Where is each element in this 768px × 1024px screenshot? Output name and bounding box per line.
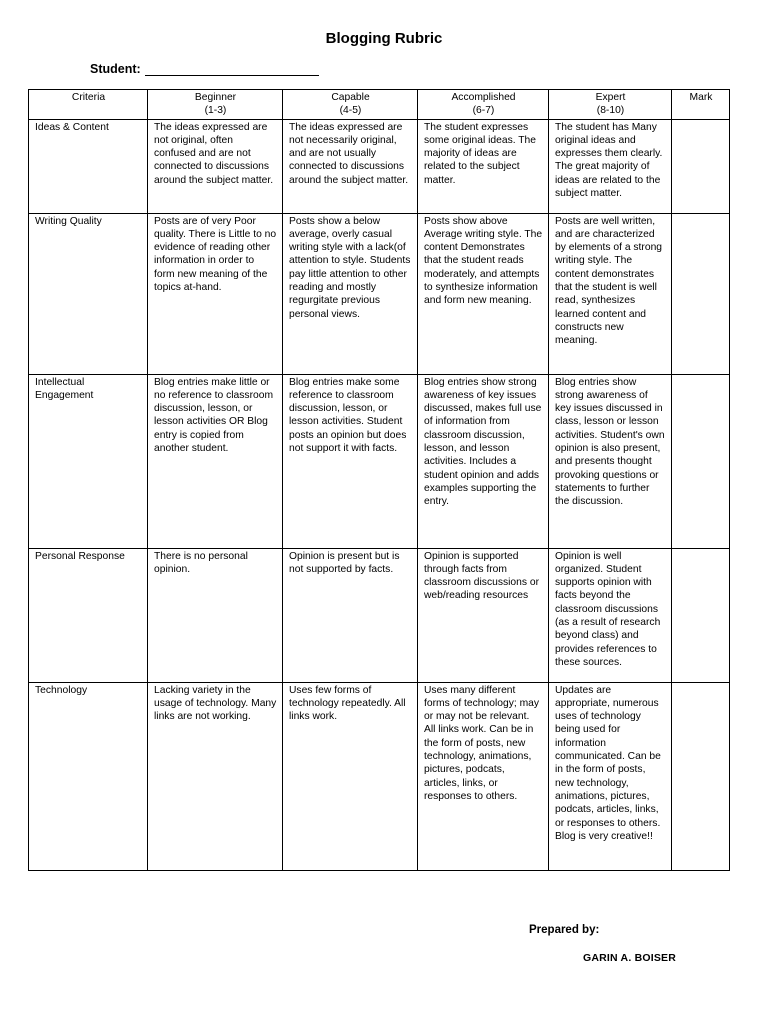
- student-field: [90, 62, 319, 76]
- student-name-blank: [145, 63, 319, 76]
- capable-cell: Uses few forms of technology repeatedly. All links work.: [283, 682, 418, 870]
- expert-cell: The student has Many original ideas and expresses them clearly. The great majority of ideas are related to the subject matter.: [549, 119, 672, 213]
- beginner-cell: The ideas expressed are not original, often confused and are not connected to discussions around the subject matter.: [148, 119, 283, 213]
- criteria-cell: Personal Response: [29, 548, 148, 682]
- document-title: Blogging Rubric: [325, 30, 443, 47]
- accomplished-cell: Blog entries show strong awareness of key issues discussed, makes full use of information from classroom discussion, lesson, and lesson activities. Includes a student opinion and adds examples supporting the entry.: [418, 374, 549, 548]
- header-mark: Mark: [672, 90, 730, 120]
- beginner-cell: Lacking variety in the usage of technology. Many links are not working.: [148, 682, 283, 870]
- rubric-table: [28, 89, 730, 871]
- student-label: Student:: [90, 62, 141, 76]
- header-accomplished: Accomplished (6-7): [418, 90, 549, 120]
- mark-cell[interactable]: [672, 213, 730, 374]
- header-expert: Expert (8-10): [549, 90, 672, 120]
- accomplished-cell: The student expresses some original ideas. The majority of ideas are related to the subject matter.: [418, 119, 549, 213]
- author-name: GARIN A. BOISER: [583, 952, 677, 964]
- accomplished-cell: Uses many different forms of technology; may or may not be relevant. All links work. Can be in the form of posts, new technology, animations, pictures, podcats, articles, links, or responses to others.: [418, 682, 549, 870]
- expert-cell: Posts are well written, and are characterized by elements of a strong writing style. The content demonstrates that the student is well read, synthesizes learned content and constructs new meaning.: [549, 213, 672, 374]
- table-row: [29, 119, 730, 213]
- criteria-cell: Writing Quality: [29, 213, 148, 374]
- capable-cell: The ideas expressed are not necessarily original, and are not usually connected to discussions around the subject matter.: [283, 119, 418, 213]
- header-beginner: Beginner (1-3): [148, 90, 283, 120]
- header-row: [29, 90, 730, 120]
- table-row: [29, 682, 730, 870]
- capable-cell: Blog entries make some reference to classroom discussion, lesson, or lesson activities. Student posts an opinion but does not support it with facts.: [283, 374, 418, 548]
- header-capable: Capable (4-5): [283, 90, 418, 120]
- mark-cell[interactable]: [672, 119, 730, 213]
- table-row: [29, 374, 730, 548]
- mark-cell[interactable]: [672, 548, 730, 682]
- mark-cell[interactable]: [672, 374, 730, 548]
- beginner-cell: Blog entries make little or no reference to classroom discussion, lesson, or lesson activities OR Blog entry is copied from another student.: [148, 374, 283, 548]
- accomplished-cell: Posts show above Average writing style. The content Demonstrates that the student reads moderately, and attempts to synthesize information and form new meaning.: [418, 213, 549, 374]
- criteria-cell: Intellectual Engagement: [29, 374, 148, 548]
- expert-cell: Blog entries show strong awareness of key issues discussed in class, lesson or lesson activities. Student's own opinion is also present, and presents thought provoking questions or statements to further the discussion.: [549, 374, 672, 548]
- criteria-cell: Technology: [29, 682, 148, 870]
- capable-cell: Posts show a below average, overly casual writing style with a lack(of attention to style. Students pay little attention to other reading and mostly regurgitate previous personal views.: [283, 213, 418, 374]
- table-row: [29, 548, 730, 682]
- criteria-cell: Ideas & Content: [29, 119, 148, 213]
- header-criteria: Criteria: [29, 90, 148, 120]
- accomplished-cell: Opinion is supported through facts from classroom discussions or web/reading resources: [418, 548, 549, 682]
- table-row: [29, 213, 730, 374]
- prepared-by-label: Prepared by:: [529, 924, 600, 936]
- beginner-cell: There is no personal opinion.: [148, 548, 283, 682]
- expert-cell: Updates are appropriate, numerous uses of technology being used for information communicated. Can be in the form of posts, new technology, animations, pictures, podcats, articles, links, or responses to others. Blog is very creative!!: [549, 682, 672, 870]
- mark-cell[interactable]: [672, 682, 730, 870]
- capable-cell: Opinion is present but is not supported by facts.: [283, 548, 418, 682]
- beginner-cell: Posts are of very Poor quality. There is Little to no evidence of reading other information in order to form new meaning of the topics at-hand.: [148, 213, 283, 374]
- expert-cell: Opinion is well organized. Student supports opinion with facts beyond the classroom discussions (as a result of research beyond class) and provides references to these sources.: [549, 548, 672, 682]
